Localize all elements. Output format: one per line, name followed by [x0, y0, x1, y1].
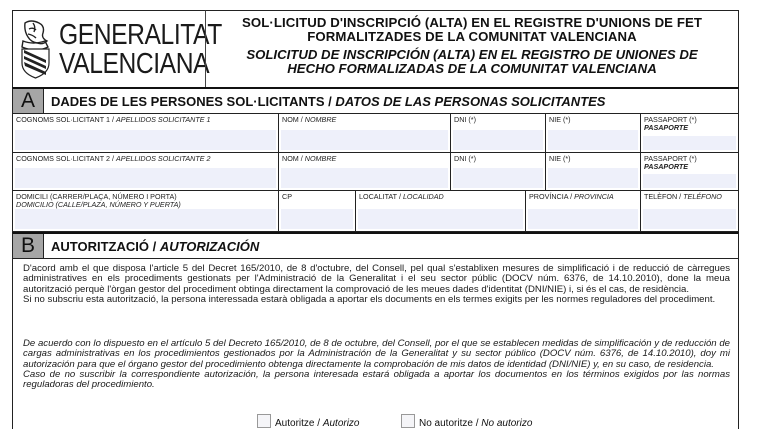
postal-code-cell [279, 191, 356, 232]
applicant2-dni-input[interactable] [453, 168, 543, 188]
section-b-header [12, 232, 739, 259]
province-input[interactable] [528, 209, 638, 229]
logo-wordmark [59, 21, 222, 79]
section-a-header [12, 87, 739, 114]
authorize-label-ca: Autoritze / [275, 418, 323, 429]
authorization-text-catalan [23, 264, 730, 305]
applicant1-name-input[interactable] [281, 130, 448, 150]
applicant1-name-cell [279, 114, 451, 153]
title-es-line-1: SOLICITUD DE INSCRIPCIÓN (ALTA) EN EL REGISTRO DE UNIONES DE [246, 47, 698, 62]
applicant2-name-input[interactable] [281, 168, 448, 188]
authorization-body [12, 259, 739, 429]
locality-cell [356, 191, 526, 232]
domicile-cell [12, 191, 279, 232]
province-cell [526, 191, 641, 232]
applicant1-passport-label: PASSAPORT (*) PASAPORTE [644, 115, 697, 132]
title-ca-line-1: SOL·LICITUD D'INSCRIPCIÓ (ALTA) EN EL REGISTRE D'UNIONS DE FET [241, 15, 703, 30]
applicant2-dni-cell [451, 153, 546, 191]
title-spanish [206, 48, 738, 76]
section-b-letter: B [13, 234, 44, 258]
section-a-title-ca: DADES DE LES PERSONES SOL·LICITANTS / [51, 94, 336, 109]
applicant2-nie-label: NIE (*) [549, 154, 571, 163]
applicant2-name-label: NOM / NOMBRE [282, 154, 337, 163]
section-a-title [51, 94, 605, 109]
applicant1-nie-label: NIE (*) [549, 115, 571, 124]
locality-input[interactable] [358, 209, 523, 229]
applicant2-nie-cell [546, 153, 641, 191]
domicile-input[interactable] [15, 209, 276, 229]
applicant1-passport-input[interactable] [643, 136, 736, 150]
domicile-label: DOMICILI (CARRER/PLAÇA, NÚMERO I PORTA) DOMICILIO (CALLE/PLAZA, NÚMERO Y PUERTA) [16, 192, 181, 209]
applicant1-passport-cell [641, 114, 739, 153]
section-b-title-es: AUTORIZACIÓN [159, 239, 260, 254]
applicant2-name-cell [279, 153, 451, 191]
applicant2-dni-label: DNI (*) [454, 154, 476, 163]
title-es-line-2: HECHO FORMALIZADAS DE LA COMUNITAT VALENCIANA [287, 61, 657, 76]
title-ca-line-2: FORMALITZADES DE LA COMUNITAT VALENCIANA [307, 29, 637, 44]
applicant1-nie-input[interactable] [548, 130, 638, 150]
postal-code-label: CP [282, 192, 292, 201]
applicant1-nie-cell [546, 114, 641, 153]
authorization-ca-paragraph-1: D'acord amb el que disposa l'article 5 del Decret 165/2010, de 8 d'octubre, del Consell, pel qual s'establixen mesures de simplificació i de reducció de càrregues administratives en els procediments gestionats per l'Administració de la Generalitat i el seu sector públic (DOCV núm. 6376, de 14.10.2010), done la meua autorització perquè l'òrgan gestor del procediment obtinga directament la comprovació de les meues dades d'identitat (DNI/NIE) i, si és el cas, de residència. [23, 263, 730, 295]
applicant2-passport-input[interactable] [643, 174, 736, 188]
logo-line-1: GENERALITAT [59, 19, 222, 51]
applicant1-dni-cell [451, 114, 546, 153]
authorization-text-spanish [23, 339, 730, 390]
title-catalan [206, 16, 738, 44]
authorize-checkbox[interactable] [257, 414, 271, 428]
authorization-ca-paragraph-2: Si no subscriu esta autorització, la persona interessada estarà obligada a aportar els documents en els termes exigits per les normes reguladores del procediment. [23, 293, 716, 305]
applicant2-surnames-cell [12, 153, 279, 191]
not-authorize-checkbox[interactable] [401, 414, 415, 428]
section-a-title-es: DATOS DE LAS PERSONAS SOLICITANTES [335, 94, 606, 109]
authorize-label-es: Autorizo [322, 418, 360, 429]
applicant2-nie-input[interactable] [548, 168, 638, 188]
section-b-title [51, 239, 259, 254]
applicant1-dni-input[interactable] [453, 130, 543, 150]
section-b-title-ca: AUTORITZACIÓ / [51, 239, 160, 254]
section-a-letter: A [13, 89, 44, 113]
locality-label: LOCALITAT / LOCALIDAD [359, 192, 444, 201]
phone-label: TELÈFON / TELÉFONO [644, 192, 722, 201]
province-label: PROVÍNCIA / PROVINCIA [529, 192, 614, 201]
not-authorize-label-ca: No autoritze / [419, 418, 482, 429]
logo-line-2: VALENCIANA [59, 48, 210, 80]
applicant2-passport-cell [641, 153, 739, 191]
form-title [205, 10, 739, 88]
applicant1-surnames-label: COGNOMS SOL·LICITANT 1 / APELLIDOS SOLICITANTE 1 [16, 115, 211, 124]
logo-box [12, 10, 222, 88]
authorization-es-paragraph-1: De acuerdo con lo dispuesto en el artículo 5 del Decreto 165/2010, de 8 de octubre, del Consell, por el que se establecen medidas de simplificación y de reducción de cargas administrativas en los procedimientos gestionados por la Administración de la Generalitat y su sector público (DOCV núm. 6376, de 14.10.2010), doy mi autorización para que el órgano gestor del procedimiento obtenga directamente la comprobación de mis datos de identidad (DNI/NIE) y, en su caso, de residencia. [23, 338, 730, 370]
not-authorize-label-es: No autorizo [481, 418, 533, 429]
authorization-es-paragraph-2: Caso de no suscribir la correspondiente autorización, la persona interesada estará obligada a aportar los documentos en los términos exigidos por las normas reguladoras del procedimiento. [23, 368, 730, 391]
applicant2-surnames-label: COGNOMS SOL·LICITANT 2 / APELLIDOS SOLICITANTE 2 [16, 154, 211, 163]
applicant1-dni-label: DNI (*) [454, 115, 476, 124]
applicant1-name-label: NOM / NOMBRE [282, 115, 337, 124]
postal-code-input[interactable] [281, 209, 353, 229]
applicant2-passport-label: PASSAPORT (*) PASAPORTE [644, 154, 697, 171]
applicant1-surnames-cell [12, 114, 279, 153]
applicant1-surnames-input[interactable] [15, 130, 276, 150]
phone-cell [641, 191, 739, 232]
phone-input[interactable] [643, 209, 736, 229]
applicant2-surnames-input[interactable] [15, 168, 276, 188]
generalitat-valenciana-coat-of-arms-icon [19, 19, 53, 79]
